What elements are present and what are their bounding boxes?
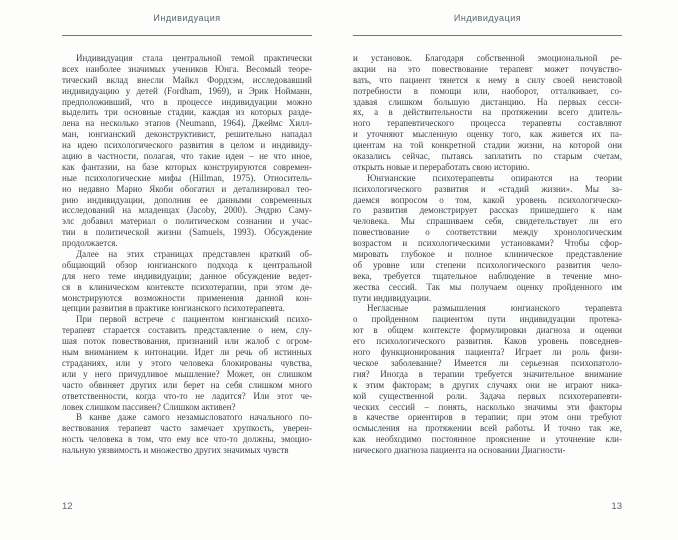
text-line: на идею психологического развития в целом и индивиду-	[62, 140, 312, 151]
text-line: о пройденном пациентом пути индивидуации протека-	[353, 314, 622, 325]
text-line: часто обвиняет других или берет на себя слишком много	[62, 379, 312, 390]
text-line: нальную уязвимость и множество других значимых чувств	[62, 445, 289, 456]
text-line: человека. Мы спрашиваем себя, свидетельствует ли его	[353, 216, 622, 227]
text-line: Негласные размышления юнгианского терапевта	[367, 303, 622, 314]
text-line: шая поток повествования, признаний или жалоб с огром-	[62, 336, 312, 347]
text-line: повествование о соответствии между хронологическим	[353, 227, 622, 238]
paragraph	[353, 173, 622, 304]
text-line: ные психологические мифы (Hillman, 1975). Относитель-	[62, 172, 312, 183]
paragraph	[62, 249, 312, 314]
text-line: здавая слишком большую дистанцию. На первых сесси-	[353, 96, 622, 107]
text-line: и уточняют мысленную оценку того, как живется их па-	[353, 129, 622, 140]
text-line: ловек слишком пассивен? Слишком активен?	[62, 401, 236, 412]
text-line: ман, юнгианский деконструктивист, решительно нападал	[62, 129, 312, 140]
text-line: го развития демонстрирует рассказ пришедшего к нам	[353, 205, 622, 216]
text-line: циентам на той конкретной стадии жизни, на которой они	[353, 140, 622, 151]
text-line: но недавно Марио Якоби обогатил и детализировал тео-	[62, 183, 312, 194]
text-line: нического диагноза пациента на основании Диагности-	[353, 445, 566, 456]
text-line: или у него причудливое мышление? Может, он слишком	[62, 368, 312, 379]
text-line: исследований на младенцах (Jacoby, 2000). Эндрю Саму-	[62, 205, 312, 216]
text-line: ного функционирования пациента? Играет ли роль физи-	[353, 347, 622, 358]
text-line: и установок. Благодаря собственной эмоциональной ре-	[353, 53, 622, 63]
text-line: общающий обзор юнгианского подхода к центральной	[62, 259, 312, 270]
text-line: предположивший, что в процессе индивидуации можно	[62, 96, 312, 107]
text-line: открыть новые и переработать свою историю.	[353, 161, 530, 172]
text-line: как необходимо постоянное прояснение и уточнение кли-	[353, 434, 622, 445]
text-line: ность человека в том, что ему все что-то должны, эмоцио-	[62, 434, 312, 445]
text-line: жества сессий. Так мы получаем оценку пройденного им	[353, 281, 622, 292]
text-line: гия? Иногда в терапии требуется значительное внимание	[353, 368, 622, 379]
running-header-left: Индивидуация	[153, 13, 221, 23]
text-line: Юнгианские психотерапевты опираются на теории	[367, 172, 622, 183]
text-line: элс добавил материал о политическом сознании и учас-	[62, 216, 312, 227]
text-line: лена на несколько этапов (Neumann, 1964). Джеймс Хилл-	[62, 118, 312, 129]
text-line: Далее на этих страницах представлен краткий об-	[76, 249, 312, 260]
running-header-right: Индивидуация	[453, 13, 522, 23]
text-line: ацию в частности, полагая, что такие идеи – не что иное,	[62, 151, 312, 162]
header-rule-right	[353, 35, 622, 36]
text-line: мировать глубокое и полное клиническое представление	[353, 249, 622, 260]
text-line: вествования терапевт часто замечает хрупкость, уверен-	[62, 423, 312, 434]
text-line: об уровне или степени психологического развития чело-	[353, 259, 622, 270]
page-number-left: 12	[62, 501, 73, 512]
text-line: потребности в помощи или, наоборот, отталкивает, со-	[353, 85, 622, 96]
text-line: цепции развития в практике юнгианского психотерапевта.	[62, 303, 285, 314]
text-line: ют в общем контексте формулировки диагноза и оценки	[353, 325, 622, 336]
text-line: ческих сессий – понять, насколько значимы эти факторы	[353, 401, 622, 412]
text-line: века, требуется тщательное наблюдение в течение мно-	[353, 270, 622, 281]
text-line: вать, что пациент тянется к нему в силу своей неистовой	[353, 74, 622, 85]
text-line: всех наиболее значимых учеников Юнга. Весомый теоре-	[62, 63, 312, 74]
text-line: кой существенной роли. Задача первых психотерапевти-	[353, 390, 622, 401]
paragraph	[62, 314, 312, 412]
text-line: ся в клиническом контексте психотерапии, при этом де-	[62, 281, 312, 292]
text-line: осмысления на протяжении всей работы. И точно так же,	[353, 423, 622, 434]
text-line: возрастом и психологическими установками? Чтобы сфор-	[353, 238, 622, 249]
text-line: Индивидуация стала центральной темой практически	[76, 53, 312, 63]
text-line: продолжается.	[62, 238, 118, 249]
text-line: ного терапевтического процесса терапевты составляют	[353, 118, 622, 129]
text-line: тии в политической жизни (Samuels, 1993). Обсуждение	[62, 227, 312, 238]
text-line: При первой встрече с пациентом юнгианский психо-	[76, 314, 312, 325]
text-line: выделить три основные стадии, каждая из которых разде-	[62, 107, 312, 118]
text-line: ответственности, когда что-то не ладится? Или этот че-	[62, 390, 312, 401]
text-line: акции на это повествование терапевт может почувство-	[353, 63, 622, 74]
header-rule-left	[62, 35, 312, 36]
text-line: страданиях, или у этого человека блокированы чувства,	[62, 357, 312, 368]
paragraph	[353, 53, 622, 173]
text-line: психологического развития и «стадий жизни». Мы за-	[353, 183, 622, 194]
text-line: монстрируются возможности применения данной кон-	[62, 292, 312, 303]
text-line: как фантазии, на базе которых конструируются современ-	[62, 161, 312, 172]
text-line: даемся вопросом о том, какой уровень психологическо-	[353, 194, 622, 205]
text-line: ным вниманием к интонации. Идет ли речь об истинных	[62, 347, 312, 358]
text-line: ях, а в действительности на протяжении всего длитель-	[353, 107, 622, 118]
text-line: оказались сейчас, пытаясь заплатить по старым счетам,	[353, 151, 622, 162]
paragraph	[62, 412, 312, 456]
text-line: пути индивидуации.	[353, 292, 432, 303]
text-line: индивидуацию у детей (Fordham, 1969), и Эрик Нойманн,	[62, 85, 312, 96]
text-line: его психологического развития. Каков уровень повседнев-	[353, 336, 622, 347]
page-body-left	[62, 53, 312, 456]
page-number-right: 13	[611, 501, 622, 512]
paragraph	[62, 53, 312, 249]
text-line: ческое заболевание? Имеется ли серьезная психопатоло-	[353, 357, 622, 368]
text-line: для него теме индивидуации; данное обсуждение ведет-	[62, 270, 312, 281]
paragraph	[353, 303, 622, 455]
text-line: рию индивидуации, дополнив ее данными современных	[62, 194, 312, 205]
text-line: терапевт старается составить представление о нем, слу-	[62, 325, 312, 336]
page-right	[339, 0, 678, 540]
text-line: к этим факторам; в других случаях они не играют ника-	[353, 379, 622, 390]
text-line: в качестве ориентиров в терапии; при этом они требуют	[353, 412, 622, 423]
text-line: тический вклад внесли Майкл Фордхэм, исследовавший	[62, 74, 312, 85]
page-body-right	[353, 53, 622, 456]
text-line: В канве даже самого незамысловатого начального по-	[76, 412, 312, 423]
